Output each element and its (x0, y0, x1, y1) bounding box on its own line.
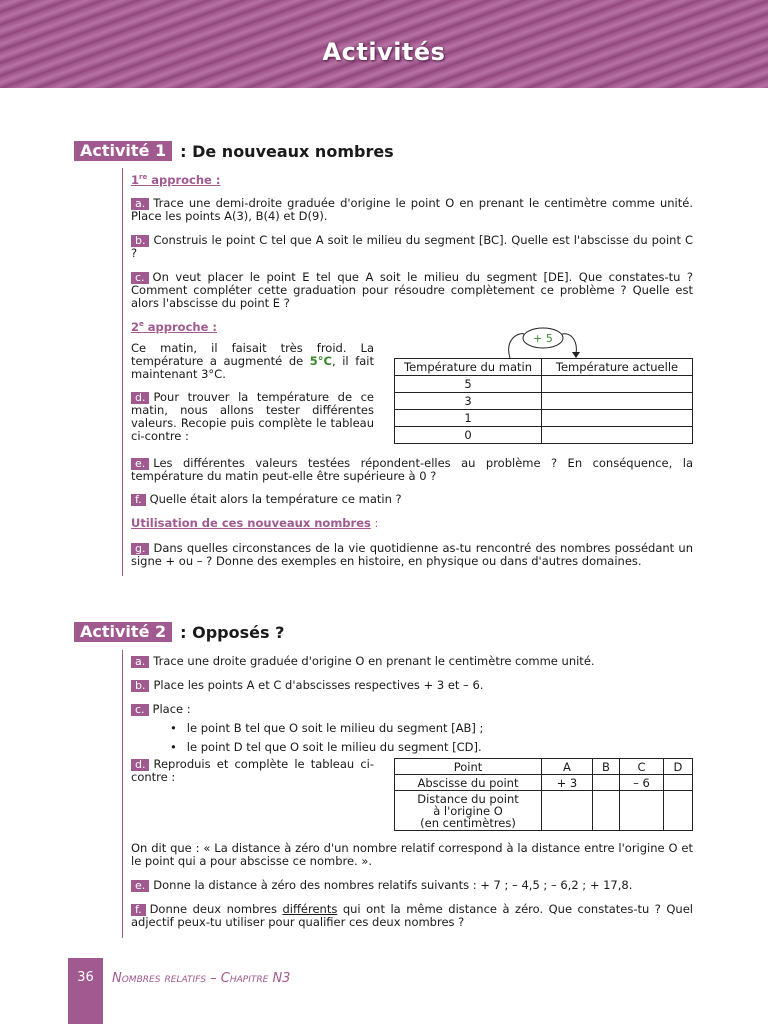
table-cell (542, 791, 593, 831)
approach-1-heading: 1re approche : (131, 173, 221, 187)
question-1b: b. Construis le point C tel que A soit le milieu du segment [BC]. Quelle est l'abscisse du point C ? (131, 233, 693, 260)
list-item: • le point D tel que O soit le milieu du segment [CD]. (170, 741, 482, 754)
question-1e: e. Les différentes valeurs testées répondent-elles au problème ? En conséquence, la température du matin peut-elle être supérieure à 0 ? (131, 456, 693, 483)
question-2b: b. Place les points A et C d'abscisses respectives + 3 et – 6. (131, 679, 693, 692)
arrow-right-curve (562, 334, 576, 354)
question-2e: e. Donne la distance à zéro des nombres relatifs suivants : + 7 ; – 4,5 ; – 6,2 ; + 17,8. (131, 879, 693, 892)
question-label: f. (131, 494, 146, 506)
table-cell: 1 (395, 410, 542, 427)
approach-2-heading: 2e approche : (131, 320, 217, 334)
table-cell (542, 410, 693, 427)
question-label: d. (131, 392, 149, 404)
question-label: c. (131, 704, 149, 716)
activity-1-heading (74, 141, 394, 161)
temperature-table (394, 358, 693, 444)
table-header: Température du matin (395, 359, 542, 376)
table-header: D (663, 759, 692, 775)
table-cell (592, 791, 619, 831)
table-cell (663, 791, 692, 831)
usage-heading: Utilisation de ces nouveaux nombres : (131, 516, 379, 530)
question-label: d. (131, 759, 149, 771)
page-title: Activités (322, 38, 446, 66)
question-label: e. (131, 458, 149, 470)
plus-five-arrow-diagram (500, 324, 590, 360)
question-label: g. (131, 543, 149, 555)
arrow-label: + 5 (533, 332, 553, 345)
question-label: b. (131, 235, 149, 247)
question-label: b. (131, 680, 149, 692)
table-header: Point (395, 759, 542, 775)
arrow-left-curve (509, 334, 524, 358)
definition-text: On dit que : « La distance à zéro d'un nombre relatif correspond à la distance entre l'origine O et le point qui a pour abscisse ce nombre. ». (131, 841, 693, 868)
activity-1-tag: Activité 1 (74, 141, 172, 161)
question-2d: d. Reproduis et complète le tableau ci-contre : (131, 757, 374, 784)
table-cell (620, 791, 664, 831)
activity-2-tag: Activité 2 (74, 622, 172, 642)
table-cell: 5 (395, 376, 542, 393)
question-label: a. (131, 198, 149, 210)
table-header: A (542, 759, 593, 775)
activity-1-title: : De nouveaux nombres (180, 141, 394, 161)
question-1c: c. On veut placer le point E tel que A soit le milieu du segment [DE]. Que constates-tu ? Comment compléter cette graduation pour résoudre complètement ce problème ? Quelle est alors l'abscisse du point E ? (131, 270, 693, 310)
question-2c: c. Place : (131, 703, 693, 716)
question-1f: f. Quelle était alors la température ce matin ? (131, 493, 693, 506)
activity-2-bar (122, 650, 123, 938)
table-header: C (620, 759, 664, 775)
question-2a: a. Trace une droite graduée d'origine O en prenant le centimètre comme unité. (131, 655, 693, 668)
question-1d: d. Pour trouver la température de ce matin, nous allons tester différentes valeurs. Recopie puis complète le tableau ci-contre : (131, 390, 374, 443)
table-cell: + 3 (542, 775, 593, 791)
table-cell (663, 775, 692, 791)
activity-2-heading (74, 622, 284, 642)
table-cell: Abscisse du point (395, 775, 542, 791)
question-label: a. (131, 656, 149, 668)
table-cell: – 6 (620, 775, 664, 791)
chapter-title: Nombres relatifs – Chapitre N3 (112, 971, 291, 986)
table-cell: 0 (395, 427, 542, 444)
list-item: • le point B tel que O soit le milieu du segment [AB] ; (170, 722, 483, 735)
table-cell (542, 393, 693, 410)
activity-1-bar (122, 168, 123, 576)
distance-table (394, 758, 693, 831)
question-1a: a. Trace une demi-droite graduée d'origine le point O en prenant le centimètre comme unité. Place les points A(3), B(4) et D(9). (131, 196, 693, 223)
question-label: e. (131, 880, 149, 892)
table-header: B (592, 759, 619, 775)
page-number: 36 (77, 970, 94, 985)
question-1g: g. Dans quelles circonstances de la vie quotidienne as-tu rencontré des nombres possédant un signe + ou – ? Donne des exemples en histoire, en physique ou dans d'autres domaines. (131, 541, 693, 568)
table-cell: 3 (395, 393, 542, 410)
temperature-increase: 5°C (309, 354, 332, 368)
table-cell: Distance du point à l'origine O (en centimètres) (395, 791, 542, 831)
question-label: c. (131, 272, 149, 284)
activity-2-title: : Opposés ? (180, 622, 285, 642)
table-cell (542, 376, 693, 393)
question-2f: f. Donne deux nombres différents qui ont la même distance à zéro. Que constates-tu ? Quel adjectif peux-tu utiliser pour qualifier ces deux nombres ? (131, 902, 693, 929)
page-number-box (68, 958, 103, 1024)
table-cell (592, 775, 619, 791)
table-header: Température actuelle (542, 359, 693, 376)
table-cell (542, 427, 693, 444)
question-label: f. (131, 904, 146, 916)
approach-2-intro: Ce matin, il faisait très froid. La température a augmenté de 5°C, il fait maintenant 3°C. (131, 341, 374, 381)
